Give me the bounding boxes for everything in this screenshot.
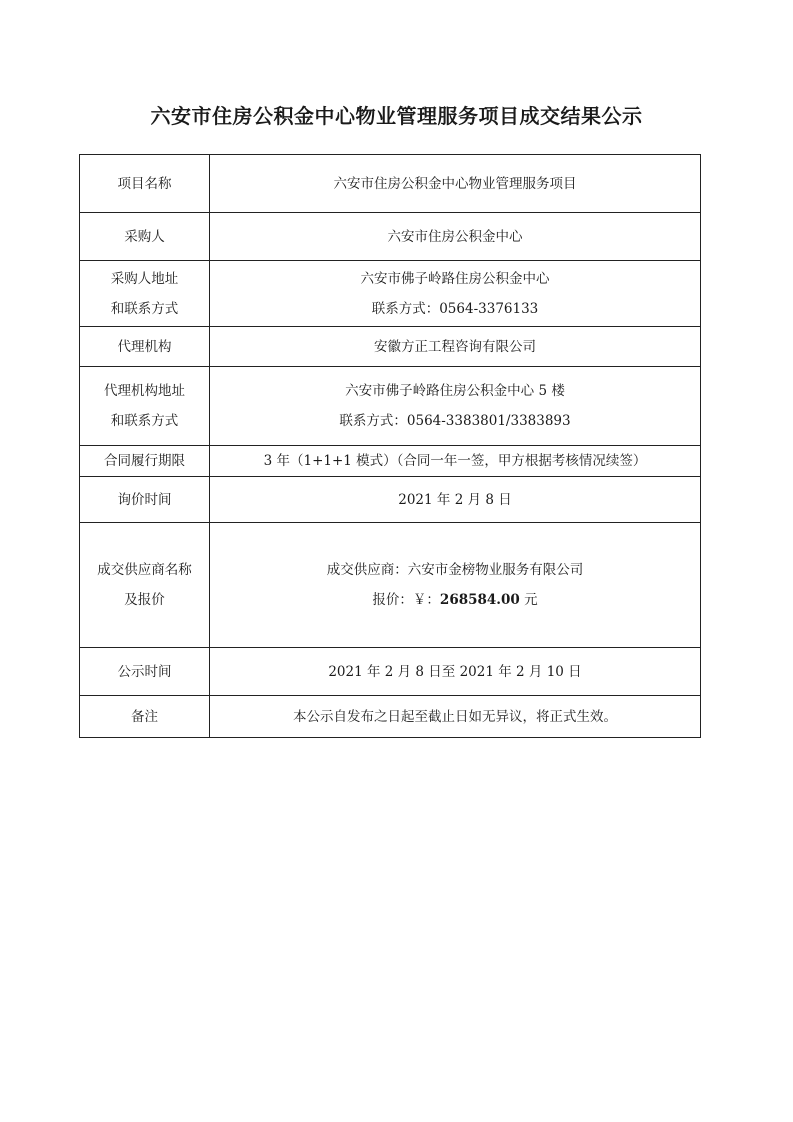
table-row — [80, 261, 701, 327]
notice-title: 六安市住房公积金中心物业管理服务项目成交结果公示 — [150, 104, 643, 128]
table-row — [80, 648, 701, 696]
row-label-purchaser: 采购人 — [80, 213, 210, 261]
row-value-agency: 安徽方正工程咨询有限公司 — [210, 327, 701, 367]
price-line: 报价：￥：268584.00 元 — [372, 592, 538, 608]
row-label-contract-term: 合同履行期限 — [80, 446, 210, 477]
row-label-agency: 代理机构 — [80, 327, 210, 367]
row-label-agency-contact: 代理机构地址 和联系方式 — [80, 367, 210, 446]
row-label-remarks: 备注 — [80, 696, 210, 738]
row-value-inquiry-time: 2021 年 2 月 8 日 — [210, 477, 701, 523]
price-amount: 268584.00 — [439, 592, 520, 608]
table-row — [80, 477, 701, 523]
row-value-purchaser-contact: 六安市佛子岭路住房公积金中心 联系方式：0564-3376133 — [210, 261, 701, 327]
row-label-project-name: 项目名称 — [80, 155, 210, 213]
row-value-purchaser: 六安市住房公积金中心 — [210, 213, 701, 261]
row-value-contract-term: 3 年（1+1+1 模式）（合同一年一签，甲方根据考核情况续签） — [210, 446, 701, 477]
row-label-inquiry-time: 询价时间 — [80, 477, 210, 523]
row-label-publicity-period: 公示时间 — [80, 648, 210, 696]
row-label-supplier: 成交供应商名称 及报价 — [80, 523, 210, 648]
row-label-purchaser-contact: 采购人地址 和联系方式 — [80, 261, 210, 327]
row-value-remarks: 本公示自发布之日起至截止日如无异议，将正式生效。 — [210, 696, 701, 738]
table-row — [80, 446, 701, 477]
table-row — [80, 696, 701, 738]
table-row — [80, 327, 701, 367]
row-value-publicity-period: 2021 年 2 月 8 日至 2021 年 2 月 10 日 — [210, 648, 701, 696]
table-row — [80, 367, 701, 446]
table-row — [80, 523, 701, 648]
result-table — [79, 154, 701, 738]
table-row — [80, 213, 701, 261]
row-value-supplier: 成交供应商：六安市金榜物业服务有限公司 报价：￥：268584.00 元 — [210, 523, 701, 648]
table-row — [80, 155, 701, 213]
row-value-project-name: 六安市住房公积金中心物业管理服务项目 — [210, 155, 701, 213]
row-value-agency-contact: 六安市佛子岭路住房公积金中心 5 楼 联系方式：0564-3383801/3383893 — [210, 367, 701, 446]
